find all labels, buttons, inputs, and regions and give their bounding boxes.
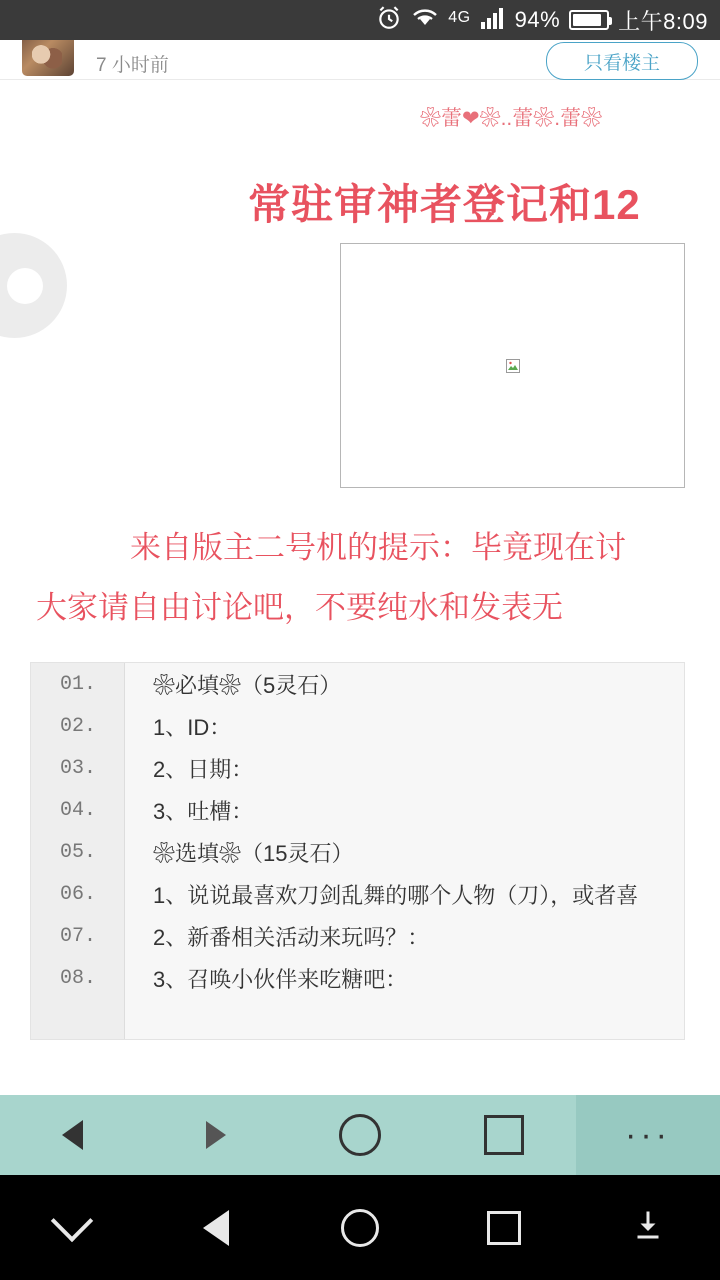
code-line: [31, 957, 684, 999]
browser-home-button[interactable]: [288, 1095, 432, 1175]
webview-content[interactable]: [0, 40, 720, 1095]
nav-recents-button[interactable]: [432, 1175, 576, 1280]
only-owner-button[interactable]: 只看楼主: [546, 42, 698, 80]
code-block[interactable]: [30, 662, 685, 1040]
home-circle-icon: [339, 1114, 381, 1156]
browser-toolbar: [0, 1095, 720, 1175]
avatar[interactable]: [22, 40, 74, 76]
code-line-text: 3、吐槽：: [153, 798, 254, 824]
code-line: [31, 873, 684, 915]
more-dots-icon: ···: [625, 1116, 671, 1154]
browser-forward-button[interactable]: [144, 1095, 288, 1175]
code-line-number: 06.: [59, 882, 96, 906]
signal-bars-icon: [480, 7, 506, 34]
battery-icon: [569, 10, 609, 30]
page-title: 常驻审神者登记和12: [248, 181, 641, 228]
battery-percent-label: 94%: [514, 7, 561, 32]
code-line: [31, 705, 684, 747]
post-time-label: 7 小时前: [96, 55, 169, 76]
code-line-text: 2、日期：: [153, 756, 254, 782]
back-arrow-icon: [62, 1120, 83, 1150]
alarm-icon: [376, 5, 402, 36]
wifi-icon: [411, 6, 439, 35]
floating-widget[interactable]: [0, 233, 67, 338]
notice-line-1: 来自版主二号机的提示：毕竟现在讨: [130, 530, 626, 565]
chevron-down-icon: [51, 1199, 93, 1241]
code-line-number: 03.: [59, 756, 96, 780]
code-line-number: 01.: [59, 672, 96, 696]
code-line: [31, 663, 684, 705]
code-line-number: 04.: [59, 798, 96, 822]
browser-menu-button[interactable]: [576, 1095, 720, 1175]
code-line: [31, 789, 684, 831]
code-line-text: ❀选填❀（15灵石）: [153, 840, 354, 866]
forward-arrow-icon: [206, 1121, 226, 1149]
nav-hide-keyboard-button[interactable]: [0, 1175, 144, 1280]
decoration-text: ❀蕾❤❀..蕾❀.蕾❀: [420, 107, 603, 130]
download-icon: [630, 1207, 666, 1248]
status-bar-icons: [376, 5, 708, 36]
nav-download-button[interactable]: [576, 1175, 720, 1280]
nav-home-button[interactable]: [288, 1175, 432, 1280]
clock-label: 上午8:09: [618, 8, 708, 34]
post-header: [0, 40, 720, 80]
broken-image-icon: [506, 359, 520, 373]
network-type-label: 4G: [448, 8, 471, 26]
code-line-text: 1、说说最喜欢刀剑乱舞的哪个人物（刀），或者喜: [153, 882, 639, 908]
post-image-placeholder[interactable]: [340, 243, 685, 488]
code-line-text: 1、ID：: [153, 714, 232, 740]
code-line-number: 05.: [59, 840, 96, 864]
code-line-number: 07.: [59, 924, 96, 948]
code-rows: [31, 663, 684, 999]
notice-line-2: 大家请自由讨论吧，不要纯水和发表无: [36, 590, 563, 625]
code-line-text: ❀必填❀（5灵石）: [153, 672, 342, 698]
back-triangle-icon: [203, 1210, 229, 1246]
recents-square-icon: [487, 1211, 521, 1245]
browser-back-button[interactable]: [0, 1095, 144, 1175]
code-line: [31, 915, 684, 957]
code-line: [31, 831, 684, 873]
code-line-number: 08.: [59, 966, 96, 990]
status-bar: [0, 0, 720, 40]
home-circle-icon: [341, 1209, 379, 1247]
code-line-text: 2、新番相关活动来玩吗？：: [153, 924, 430, 950]
floating-widget-inner: [7, 268, 43, 304]
tabs-square-icon: [484, 1115, 524, 1155]
code-line-text: 3、召唤小伙伴来吃糖吧：: [153, 966, 408, 992]
browser-tabs-button[interactable]: [432, 1095, 576, 1175]
nav-back-button[interactable]: [144, 1175, 288, 1280]
android-nav-bar: [0, 1175, 720, 1280]
code-line: [31, 747, 684, 789]
code-line-number: 02.: [59, 714, 96, 738]
